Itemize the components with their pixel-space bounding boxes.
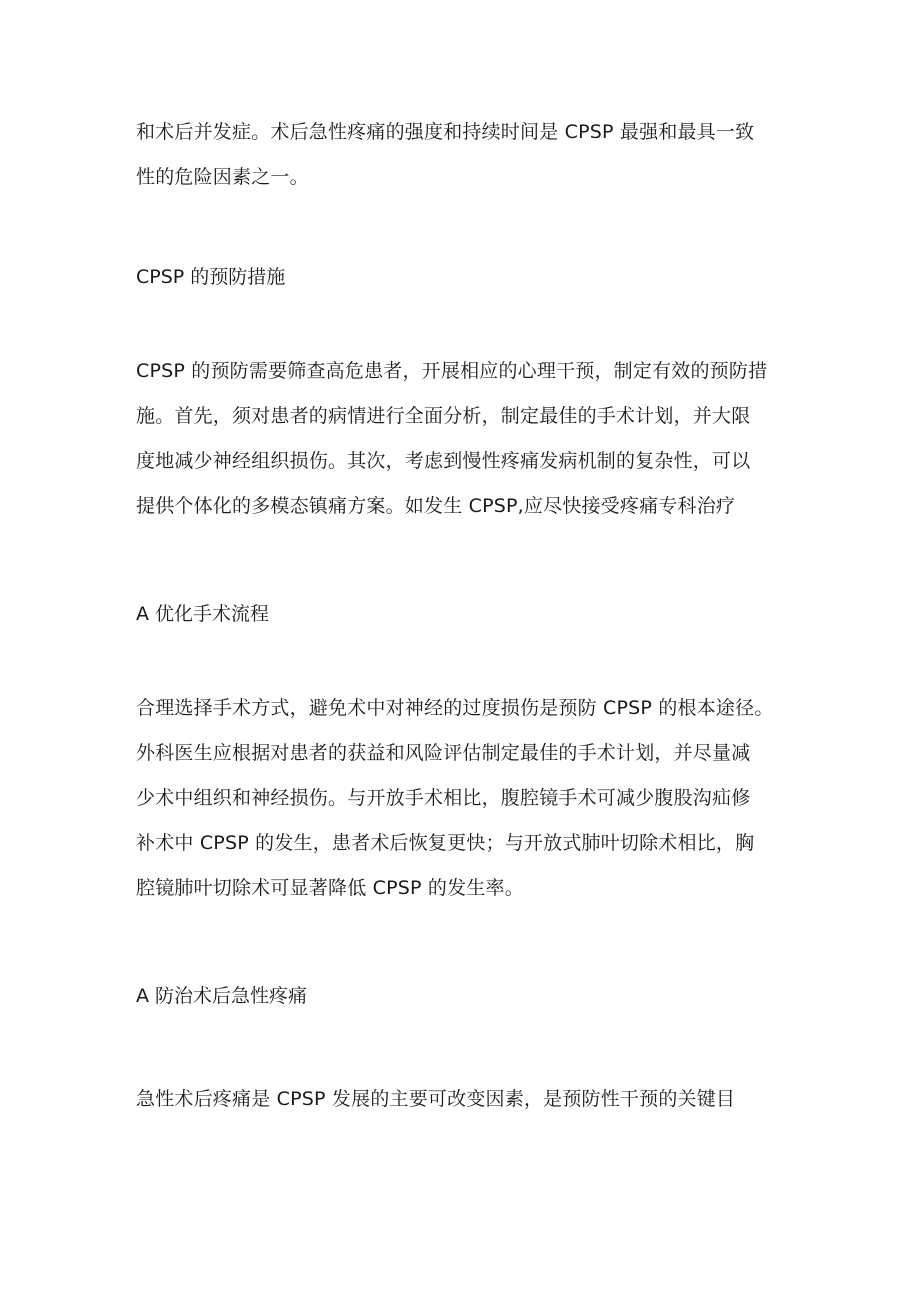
paragraph-line: 性的危险因素之一。 <box>136 166 309 188</box>
section-heading-acute-pain: A 防治术后急性疼痛 <box>136 985 308 1007</box>
paragraph-line: CPSP 的预防需要筛查高危患者，开展相应的心理干预，制定有效的预防措 <box>136 360 768 382</box>
paragraph-line: 和术后并发症。术后急性疼痛的强度和持续时间是 CPSP 最强和最具一致 <box>136 121 755 143</box>
paragraph-line: 提供个体化的多模态镇痛方案。如发生 CPSP,应尽快接受疼痛专科治疗 <box>136 495 736 517</box>
paragraph-risk-factors <box>136 110 796 200</box>
paragraph-acute-pain <box>136 1077 796 1122</box>
paragraph-line: 外科医生应根据对患者的获益和风险评估制定最佳的手术计划，并尽量减 <box>136 742 751 764</box>
paragraph-line: 少术中组织和神经损伤。与开放手术相比，腹腔镜手术可减少腹股沟疝修 <box>136 787 751 809</box>
section-heading-optimize-surgery: A 优化手术流程 <box>136 603 270 625</box>
paragraph-prevention <box>136 349 796 529</box>
section-heading-prevention: CPSP 的预防措施 <box>136 266 286 288</box>
paragraph-surgery <box>136 686 796 911</box>
paragraph-line: 施。首先，须对患者的病情进行全面分析，制定最佳的手术计划，并大限 <box>136 405 751 427</box>
paragraph-line: 补术中 CPSP 的发生，患者术后恢复更快；与开放式肺叶切除术相比，胸 <box>136 832 755 854</box>
paragraph-line: 腔镜肺叶切除术可显著降低 CPSP 的发生率。 <box>136 877 524 899</box>
paragraph-line: 度地减少神经组织损伤。其次，考虑到慢性疼痛发病机制的复杂性，可以 <box>136 450 751 472</box>
paragraph-line: 合理选择手术方式，避免术中对神经的过度损伤是预防 CPSP 的根本途径。 <box>136 697 774 719</box>
paragraph-line: 急性术后疼痛是 CPSP 发展的主要可改变因素，是预防性干预的关键目 <box>136 1088 736 1110</box>
